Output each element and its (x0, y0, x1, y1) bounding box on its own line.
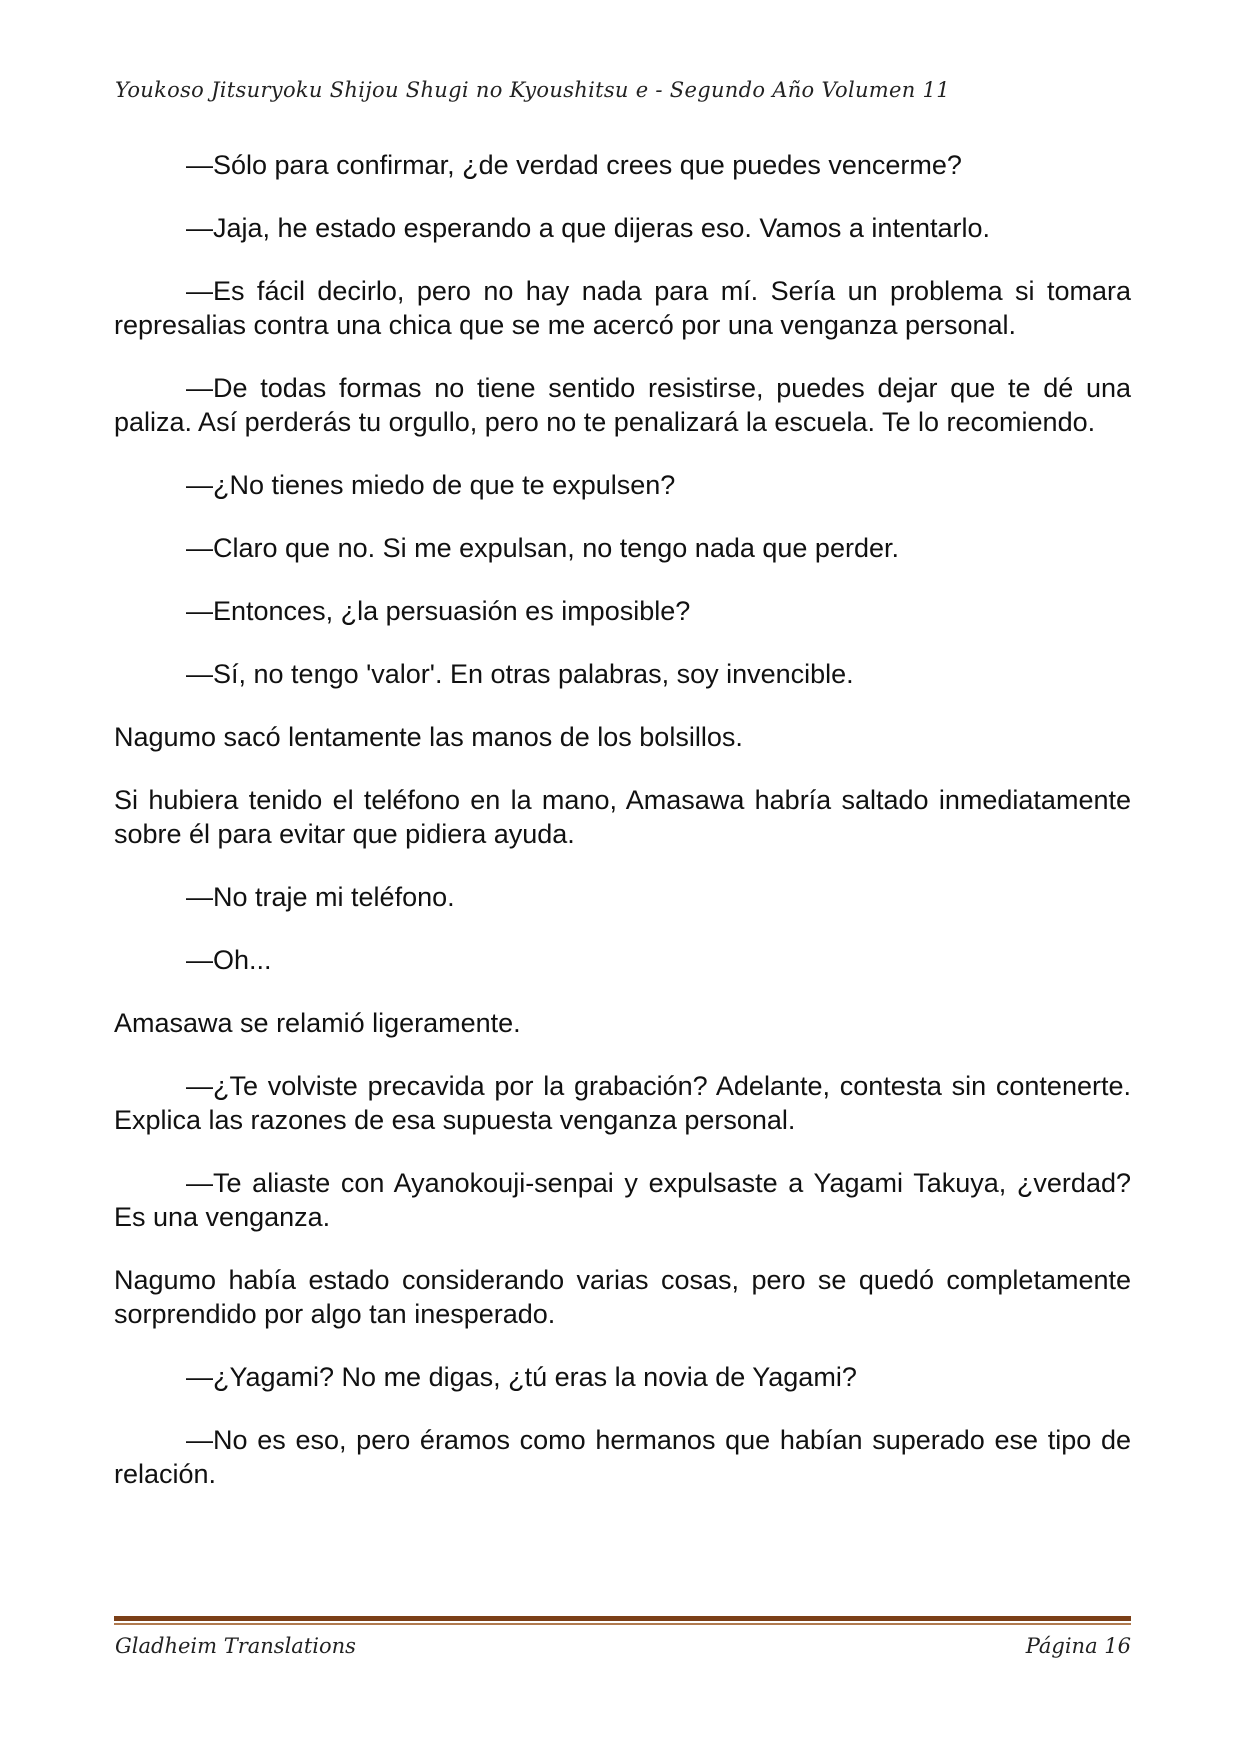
paragraph: —¿No tienes miedo de que te expulsen? (186, 470, 676, 500)
paragraph: Nagumo había estado considerando varias cosas, pero se quedó completamente sorprendido por algo tan inesperado. (114, 1265, 1131, 1329)
paragraph: —Sí, no tengo 'valor'. En otras palabras, soy invencible. (186, 659, 854, 689)
paragraph: —No traje mi teléfono. (186, 882, 455, 912)
page-number: Página 16 (1025, 1634, 1131, 1658)
page-header-title: Youkoso Jitsuryoku Shijou Shugi no Kyoushitsu e - Segundo Año Volumen 11 (115, 78, 950, 102)
paragraph: Nagumo sacó lentamente las manos de los bolsillos. (114, 722, 743, 752)
paragraph: —Entonces, ¿la persuasión es imposible? (186, 596, 691, 626)
footer-credit: Gladheim Translations (115, 1634, 356, 1658)
paragraph: —Jaja, he estado esperando a que dijeras eso. Vamos a intentarlo. (186, 213, 991, 243)
paragraph: —Es fácil decirlo, pero no hay nada para mí. Sería un problema si tomara represalias contra una chica que se me acercó por una venganza personal. (114, 276, 1131, 340)
paragraph: Amasawa se relamió ligeramente. (114, 1008, 521, 1038)
paragraph: Si hubiera tenido el teléfono en la mano, Amasawa habría saltado inmediatamente sobre él para evitar que pidiera ayuda. (114, 785, 1131, 849)
page-body (114, 148, 1131, 1520)
footer-divider (114, 1616, 1131, 1626)
footer-divider-thin (114, 1623, 1131, 1625)
paragraph: —De todas formas no tiene sentido resistirse, puedes dejar que te dé una paliza. Así perderás tu orgullo, pero no te penalizará la escuela. Te lo recomiendo. (114, 373, 1131, 437)
paragraph: —Oh... (186, 945, 272, 975)
paragraph: —No es eso, pero éramos como hermanos que habían superado ese tipo de relación. (114, 1425, 1131, 1489)
footer-divider-thick (114, 1616, 1131, 1621)
paragraph: —Sólo para confirmar, ¿de verdad crees que puedes vencerme? (186, 150, 962, 180)
paragraph: —Claro que no. Si me expulsan, no tengo nada que perder. (186, 533, 899, 563)
paragraph: —¿Te volviste precavida por la grabación? Adelante, contesta sin contenerte. Explica las razones de esa supuesta venganza personal. (114, 1071, 1131, 1135)
paragraph: —¿Yagami? No me digas, ¿tú eras la novia de Yagami? (186, 1362, 857, 1392)
paragraph: —Te aliaste con Ayanokouji-senpai y expulsaste a Yagami Takuya, ¿verdad? Es una venganza. (114, 1168, 1131, 1232)
